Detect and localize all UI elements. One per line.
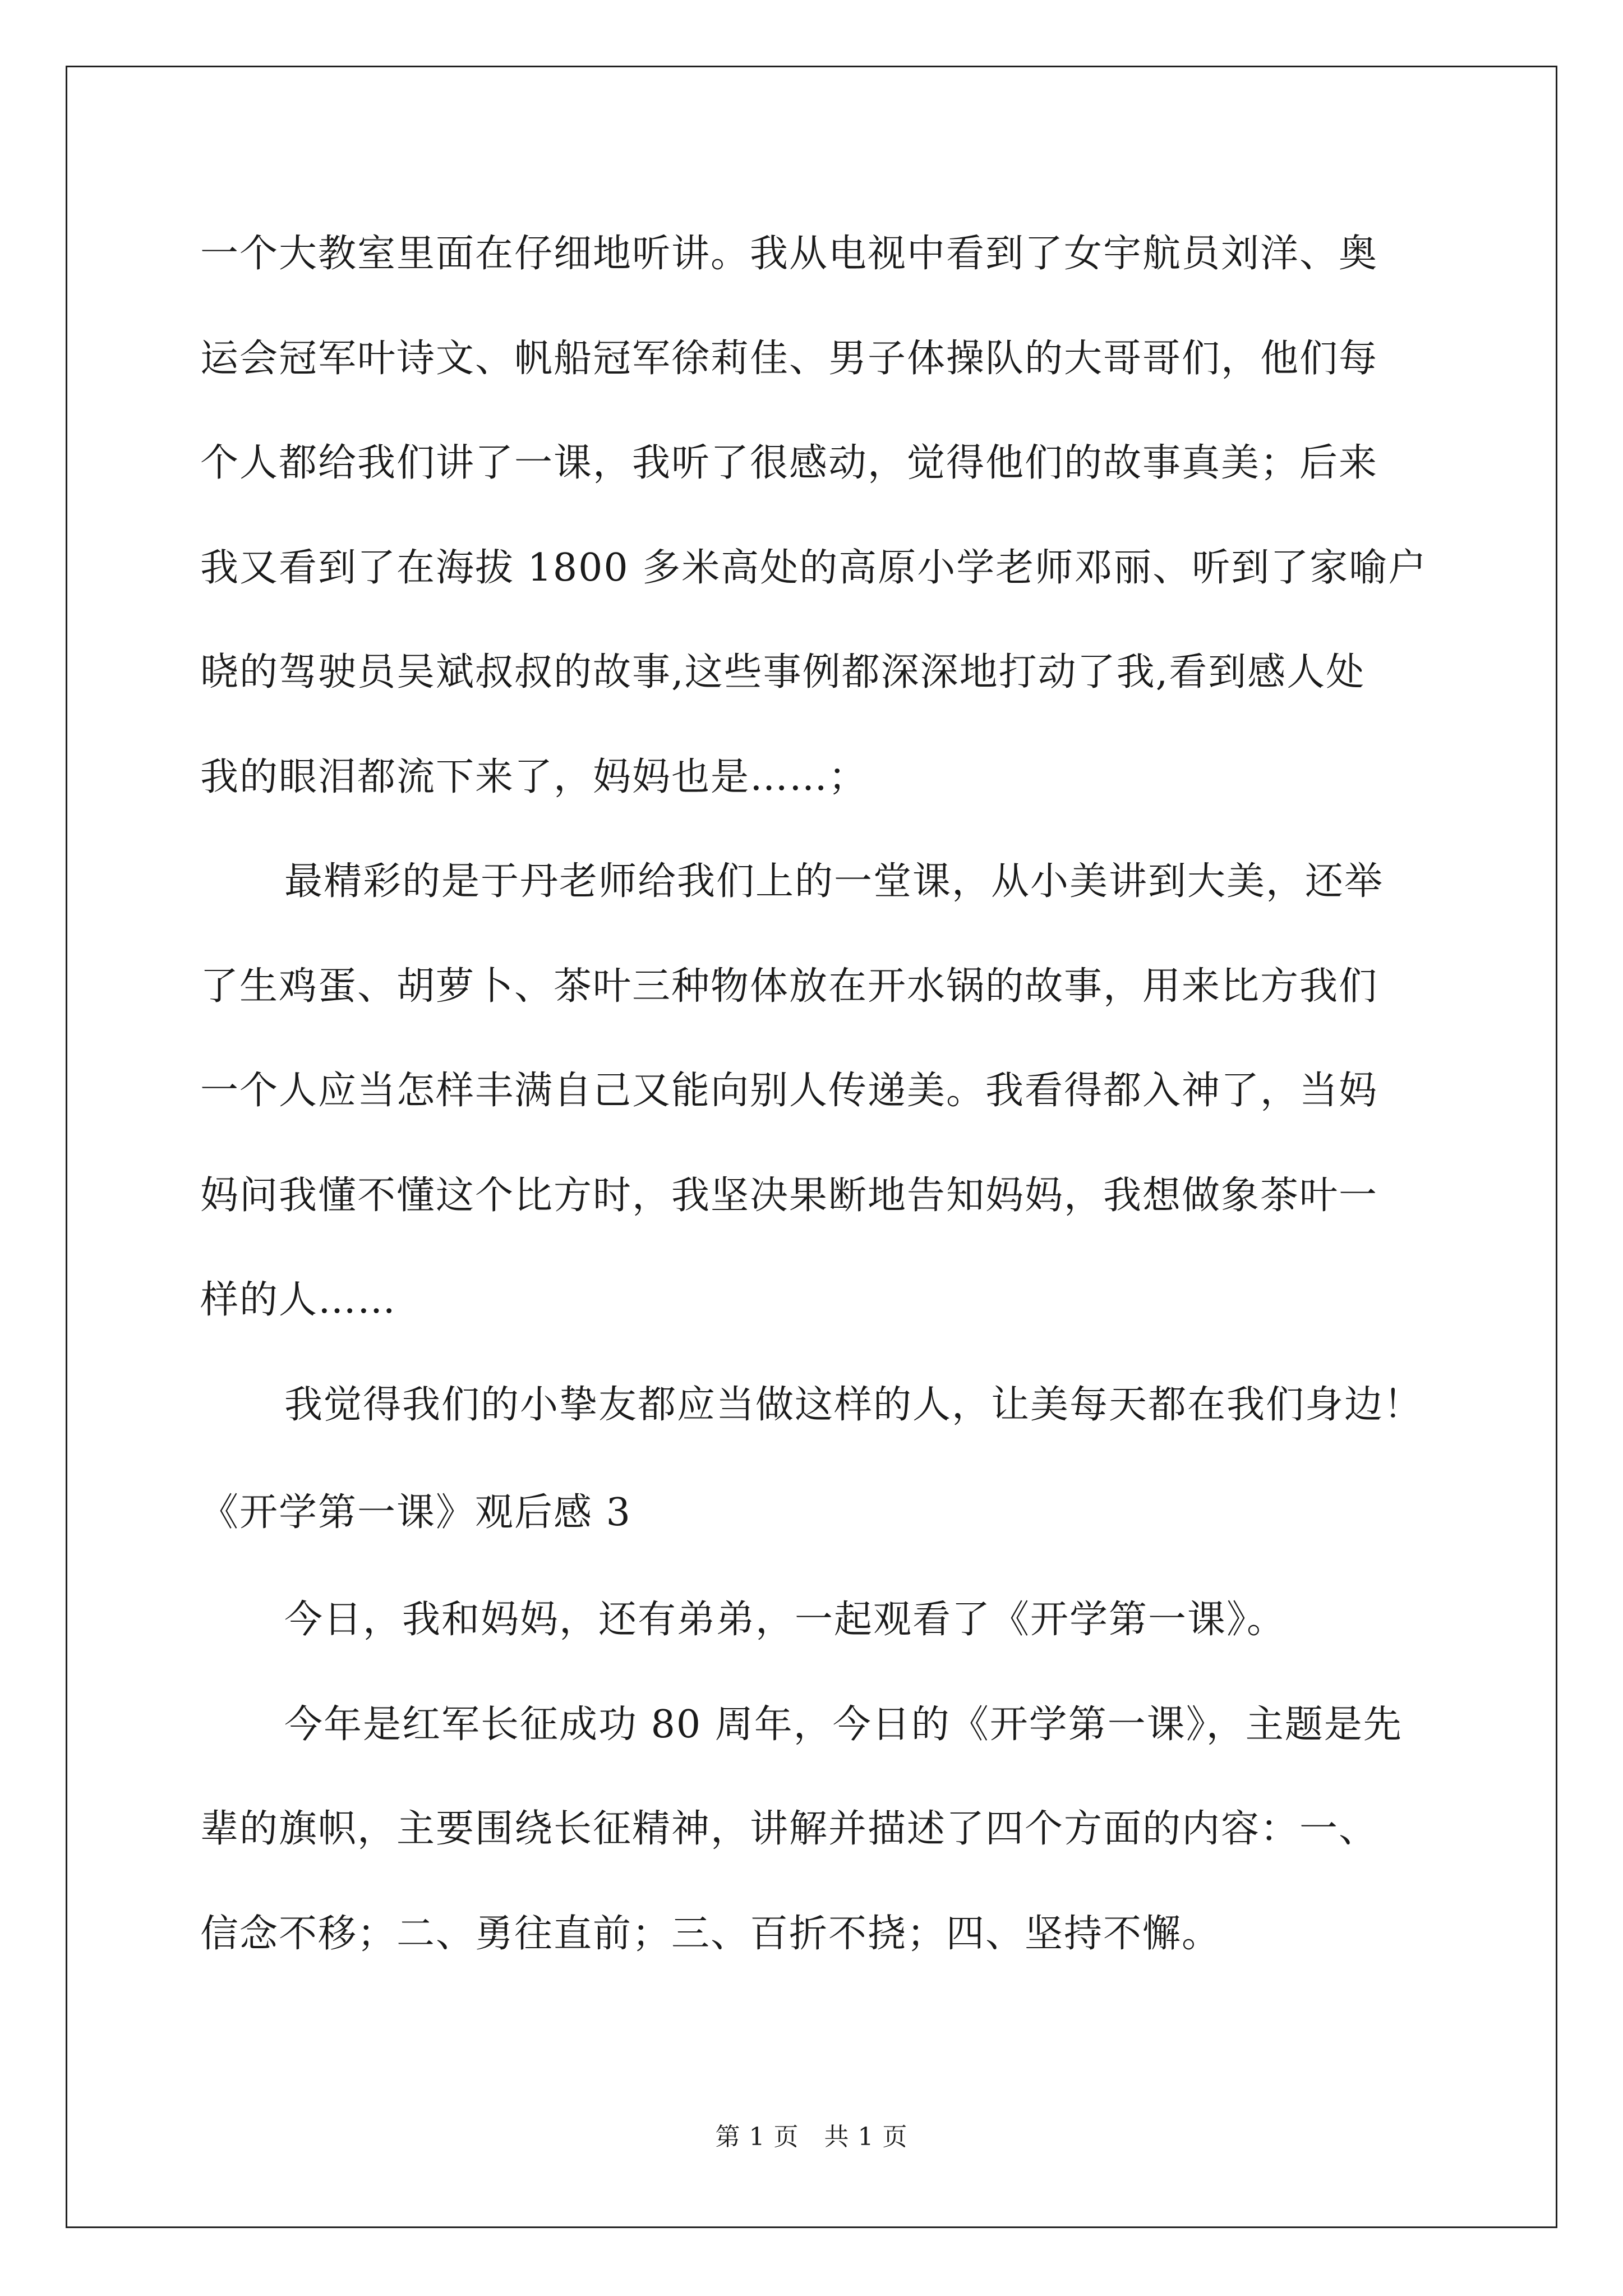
text-line: 运会冠军叶诗文、帆船冠军徐莉佳、男子体操队的大哥哥们，他们每: [200, 336, 1378, 381]
text-line: 妈问我懂不懂这个比方时，我坚决果断地告知妈妈，我想做象茶叶一: [200, 1173, 1378, 1218]
paragraph-first-line: 最精彩的是于丹老师给我们上的一堂课，从小美讲到大美，还举: [284, 859, 1384, 904]
paragraph-first-line: 我觉得我们的小挚友都应当做这样的人，让美每天都在我们身边！: [284, 1382, 1423, 1427]
text-line: 样的人……: [200, 1278, 397, 1322]
text-line: 一个大教室里面在仔细地听讲。我从电视中看到了女宇航员刘洋、奥: [200, 232, 1378, 276]
text-line: 辈的旗帜，主要围绕长征精神，讲解并描述了四个方面的内容：一、: [200, 1807, 1378, 1851]
section-heading: 《开学第一课》观后感 3: [200, 1490, 631, 1535]
page-footer: 第 1 页 共 1 页: [715, 2123, 908, 2151]
paragraph-first-line: 今年是红军长征成功 80 周年，今日的《开学第一课》，主题是先: [284, 1702, 1403, 1747]
text-line: 晓的驾驶员吴斌叔叔的故事,这些事例都深深地打动了我,看到感人处: [200, 650, 1366, 694]
document-body: [200, 202, 1428, 1986]
text-line: 了生鸡蛋、胡萝卜、茶叶三种物体放在开水锅的故事，用来比方我们: [200, 964, 1378, 1009]
text-line: 个人都给我们讲了一课，我听了很感动，觉得他们的故事真美；后来: [200, 441, 1378, 485]
text-line: 我的眼泪都流下来了，妈妈也是……；: [200, 754, 868, 799]
text-line: 信念不移；二、勇往直前；三、百折不挠；四、坚持不懈。: [200, 1911, 1221, 1956]
text-line: 一个人应当怎样丰满自己又能向别人传递美。我看得都入神了，当妈: [200, 1069, 1378, 1113]
paragraph-first-line: 今日，我和妈妈，还有弟弟，一起观看了《开学第一课》。: [284, 1598, 1287, 1642]
text-line: 我又看到了在海拔 1800 多米高处的高原小学老师邓丽、听到了家喻户: [200, 545, 1428, 590]
